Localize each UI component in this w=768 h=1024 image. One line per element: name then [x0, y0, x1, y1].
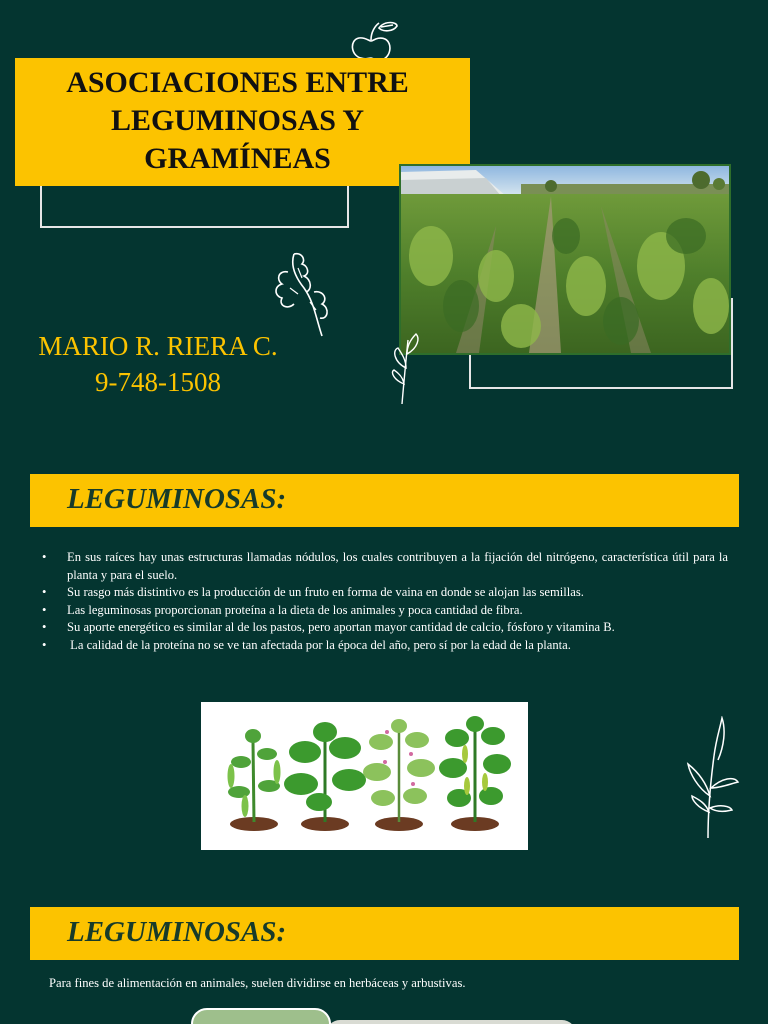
- plant-1: [228, 729, 281, 831]
- plant-4: [439, 716, 511, 831]
- title-line-2: LEGUMINOSAS Y: [110, 104, 365, 137]
- author-block: [24, 328, 292, 400]
- list-item: • Su rasgo más distintivo es la producción de un fruto en forma de vaina en donde se alojan las semillas.: [38, 584, 728, 602]
- coral-leaf-doodle-icon: [268, 248, 340, 340]
- list-item: • En sus raíces hay unas estructuras llamadas nódulos, los cuales contribuyen a la fijación del nitrógeno, característica útil para la planta y para el suelo.: [42, 550, 728, 582]
- crop-field-photo: [399, 164, 731, 355]
- section-heading: LEGUMINOSAS:: [67, 483, 287, 515]
- section-heading-band-2: [30, 907, 739, 960]
- section-heading-band: [30, 474, 739, 527]
- green-shape: [191, 1008, 331, 1024]
- plant-2: [284, 722, 366, 831]
- bullet-marker: •: [42, 620, 47, 635]
- page-title: [15, 64, 460, 178]
- legume-plants-illustration: [201, 702, 528, 850]
- bullet-marker: •: [42, 637, 47, 652]
- author-id: 9-748-1508: [95, 367, 221, 397]
- bullet-marker: •: [42, 585, 47, 600]
- list-item: • Las leguminosas proporcionan proteína a la dieta de los animales y poca cantidad de fibra.: [38, 602, 728, 620]
- plant-3: [363, 719, 435, 831]
- sprout-doodle-icon: [388, 320, 424, 406]
- gray-shape: [326, 1020, 576, 1024]
- plants-image: [201, 702, 528, 850]
- field-image: [401, 166, 729, 353]
- bullet-marker: •: [42, 602, 47, 617]
- corn-stalk-doodle-icon: [684, 716, 740, 840]
- section-heading-2: LEGUMINOSAS:: [67, 916, 287, 948]
- title-line-1: ASOCIACIONES ENTRE: [66, 66, 409, 99]
- title-line-3: GRAMÍNEAS: [144, 142, 331, 175]
- bullet-marker: •: [42, 550, 47, 564]
- list-item: • La calidad de la proteína no se ve tan afectada por la época del año, pero sí por la edad de la planta.: [38, 637, 728, 655]
- bullet-list: [38, 549, 728, 655]
- section-text: Para fines de alimentación en animales, suelen dividirse en herbáceas y arbustivas.: [49, 976, 466, 990]
- list-item: • Su aporte energético es similar al de los pastos, pero aportan mayor cantidad de calcio, fósforo y vitamina B.: [38, 619, 728, 637]
- author-name: MARIO R. RIERA C.: [38, 331, 278, 361]
